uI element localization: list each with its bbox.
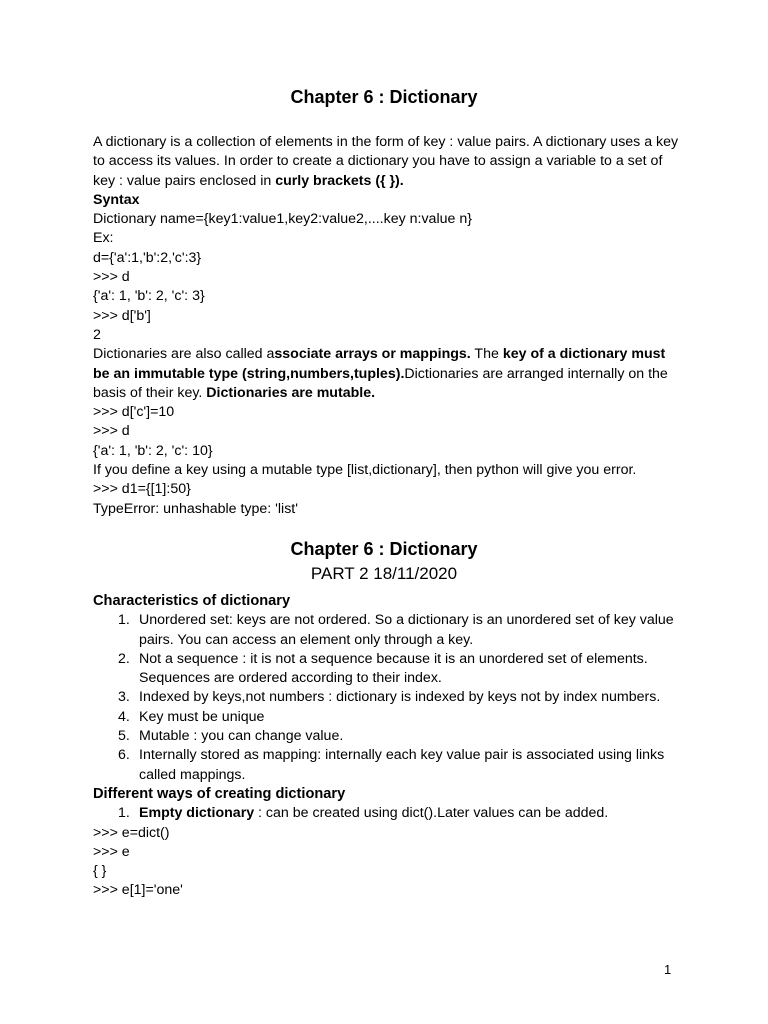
intro-paragraph (93, 133, 683, 191)
list-number: 4. (118, 708, 130, 725)
list-text: Not a sequence : it is not a sequence because it is an unordered set of elements. Sequences are ordered according to their index. (139, 650, 648, 687)
code-line: >>> d1={[1]:50} (93, 481, 191, 498)
mutable-note: If you define a key using a mutable type [list,dictionary], then python will give you error. (93, 462, 637, 479)
creating-list (93, 804, 683, 823)
list-item (93, 746, 683, 785)
code-line: >>> e (93, 843, 130, 860)
chapter-title-part2: Chapter 6 : Dictionary (290, 539, 478, 559)
code-line: >>> d['b'] (93, 307, 151, 324)
list-number: 1. (118, 612, 130, 629)
creating-heading: Different ways of creating dictionary (93, 785, 346, 802)
list-number: 3. (118, 689, 130, 706)
list-item (93, 688, 683, 707)
list-text: Mutable : you can change value. (139, 728, 344, 745)
bold-run: key of a dictionary must be an immutable type (string,numbers,tuples). (93, 346, 666, 382)
intro-bold-text: curly brackets ({ }). (275, 172, 404, 189)
code-line: >>> e=dict() (93, 824, 170, 841)
code-line: >>> d (93, 423, 130, 440)
bold-run: Empty dictionary (139, 805, 255, 822)
list-item (93, 727, 683, 746)
list-number: 5. (118, 728, 130, 745)
code-line: d={'a':1,'b':2,'c':3} (93, 249, 202, 266)
characteristics-list (93, 611, 683, 785)
syntax-heading: Syntax (93, 191, 140, 208)
part-date-subtitle: PART 2 18/11/2020 (310, 564, 458, 583)
code-line: {'a': 1, 'b': 2, 'c': 3} (93, 288, 205, 305)
text-run: Dictionaries are arranged internally on the basis of their key. (93, 365, 668, 401)
code-line: >>> e[1]='one' (93, 882, 183, 899)
code-line: 2 (93, 326, 101, 343)
characteristics-heading: Characteristics of dictionary (93, 593, 291, 609)
list-text: Internally stored as mapping: internally each key value pair is associated using links called mappings. (139, 747, 665, 783)
intro-section (93, 133, 683, 519)
text-run: Dictionaries are also called a (93, 346, 275, 363)
list-item (93, 611, 683, 650)
list-number: 1. (118, 805, 130, 822)
list-text: : can be created using dict().Later values can be added. (254, 805, 609, 822)
example-label: Ex: (93, 230, 114, 247)
error-line: TypeError: unhashable type: 'list' (93, 500, 298, 517)
characteristics-section (93, 592, 683, 901)
chapter-title: Chapter 6 : Dictionary (290, 87, 478, 107)
list-number: 2. (118, 650, 130, 667)
text-run: The (470, 346, 503, 363)
list-item (93, 650, 683, 689)
list-number: 6. (118, 747, 130, 764)
code-line: { } (93, 863, 107, 880)
list-text: Unordered set: keys are not ordered. So a dictionary is an unordered set of key value pairs. You can access an element only through a key. (139, 612, 674, 648)
associate-paragraph (93, 345, 683, 403)
page-number: 1 (664, 962, 672, 977)
list-text: Indexed by keys,not numbers : dictionary is indexed by keys not by index numbers. (139, 689, 661, 706)
intro-text: A dictionary is a collection of elements in the form of key : value pairs. A dictionary uses a key to access its values. In order to create a dictionary you have to assign a variable to a set of key : value pairs enclosed in (93, 134, 679, 189)
bold-run: Dictionaries are mutable. (206, 384, 376, 401)
code-line: >>> d['c']=10 (93, 404, 175, 421)
syntax-line: Dictionary name={key1:value1,key2:value2,....key n:value n} (93, 211, 472, 228)
list-item (93, 708, 683, 727)
bold-run: ssociate arrays or mappings. (274, 346, 471, 363)
list-item (93, 804, 683, 823)
code-line: >>> d (93, 269, 130, 286)
code-line: {'a': 1, 'b': 2, 'c': 10} (93, 442, 213, 459)
list-text: Key must be unique (139, 708, 265, 725)
